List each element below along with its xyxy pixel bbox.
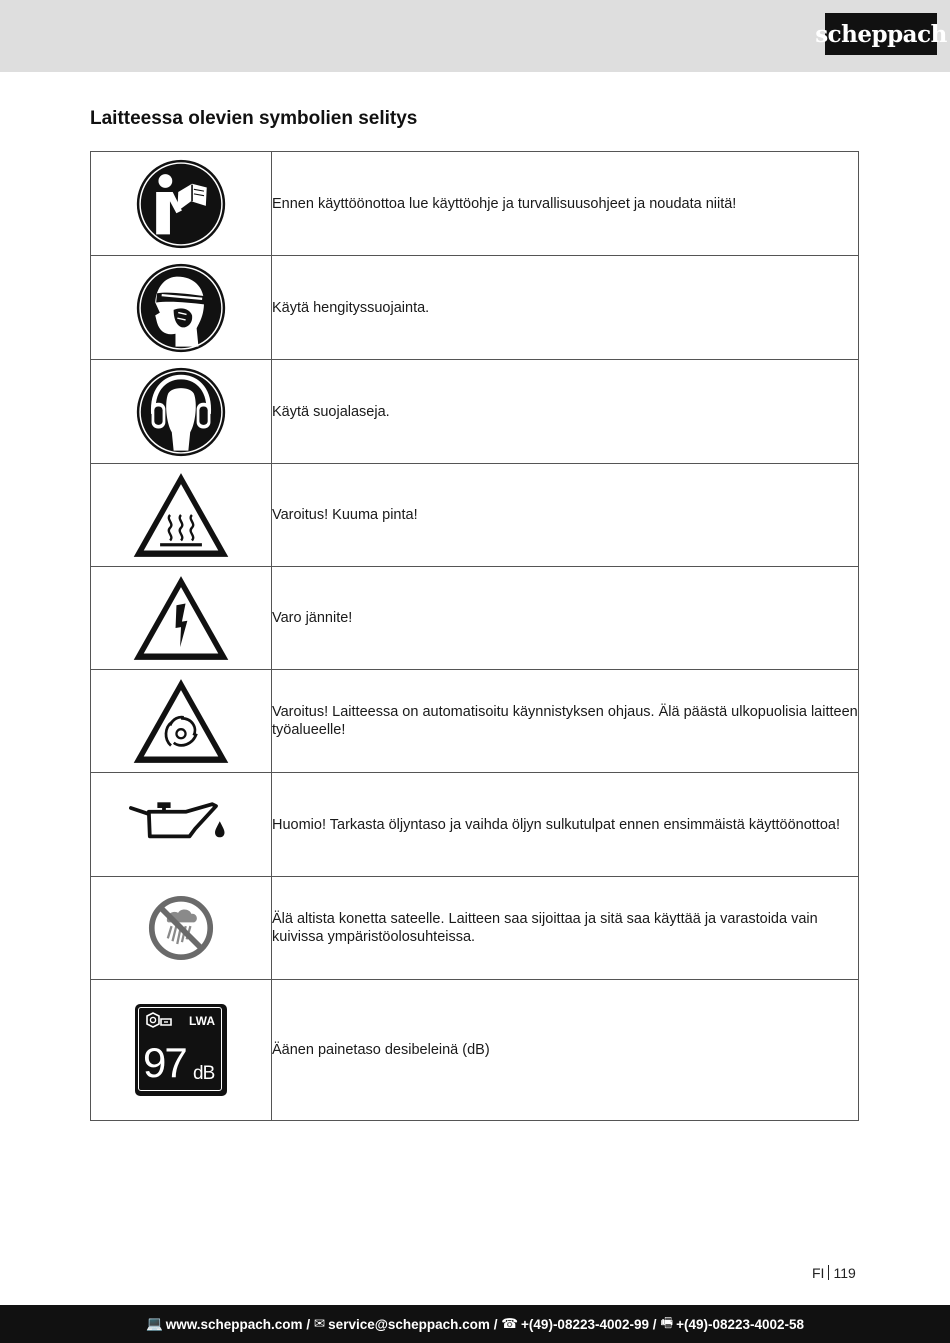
footer-separator: /: [306, 1316, 311, 1332]
symbol-description: Varoitus! Laitteessa on automatisoitu käynnistyksen ohjaus. Älä päästä ulkopuolisia laitteen työalueelle!: [272, 670, 859, 773]
computer-icon: 💻: [145, 1316, 163, 1331]
page-language: FI: [812, 1265, 825, 1281]
footer-phone: +(49)-08223-4002-99: [521, 1316, 650, 1332]
footer-separator: /: [493, 1316, 498, 1332]
read-manual-icon: [135, 158, 227, 250]
symbol-table: [90, 151, 859, 1121]
electric-voltage-warning-icon: [131, 572, 231, 664]
symbol-description: Huomio! Tarkasta öljyntaso ja vaihda öljyn sulkutulpat ennen ensimmäistä käyttöönottoa!: [272, 773, 859, 877]
footer-website[interactable]: www.scheppach.com: [165, 1316, 303, 1332]
symbol-icon-cell: [91, 256, 272, 360]
no-rain-icon: [148, 895, 214, 961]
symbol-description: Varo jännite!: [272, 567, 859, 670]
respirator-icon: [135, 262, 227, 354]
header-band: [0, 0, 950, 72]
symbol-icon-cell: [91, 773, 272, 877]
table-row: [91, 670, 859, 773]
symbol-icon-cell: [91, 360, 272, 464]
phone-icon: ☎: [501, 1316, 519, 1331]
symbol-description: Ennen käyttöönottoa lue käyttöohje ja turvallisuusohjeet ja noudata niitä!: [272, 152, 859, 256]
table-row: [91, 464, 859, 567]
symbol-description: Varoitus! Kuuma pinta!: [272, 464, 859, 567]
footer-email[interactable]: service@scheppach.com: [328, 1316, 490, 1332]
ear-muffs-icon: [143, 1012, 175, 1038]
symbol-icon-cell: [91, 567, 272, 670]
symbol-description: Käytä suojalaseja.: [272, 360, 859, 464]
page-number-divider: [828, 1265, 829, 1280]
page-number: [812, 1265, 856, 1281]
scheppach-logo: [815, 13, 947, 55]
footer-contact-bar: [0, 1305, 950, 1343]
table-row: [91, 256, 859, 360]
automatic-start-warning-icon: [131, 675, 231, 767]
sound-level-unit: dB: [193, 1063, 215, 1084]
table-row: [91, 360, 859, 464]
sound-level-value: 97: [143, 1039, 186, 1086]
sound-power-level-icon: [135, 1004, 227, 1096]
table-row: [91, 773, 859, 877]
symbol-description: Käytä hengityssuojainta.: [272, 256, 859, 360]
symbol-icon-cell: [91, 670, 272, 773]
oil-can-icon: [129, 800, 233, 850]
table-row: [91, 877, 859, 980]
ear-protection-icon: [135, 366, 227, 458]
symbol-icon-cell: [91, 464, 272, 567]
symbol-icon-cell: [91, 877, 272, 980]
page-title: Laitteessa olevien symbolien selitys: [90, 108, 418, 129]
symbol-description: Äänen painetaso desibeleinä (dB): [272, 980, 859, 1121]
symbol-icon-cell: [91, 152, 272, 256]
fax-icon: 🖷: [660, 1314, 674, 1330]
table-row: [91, 152, 859, 256]
email-icon: ✉: [313, 1316, 326, 1331]
brand-name: scheppach: [815, 20, 947, 48]
table-row: [91, 980, 859, 1121]
symbol-description: Älä altista konetta sateelle. Laitteen saa sijoittaa ja sitä saa käyttää ja varastoida vain kuivissa ympäristöolosuhteissa.: [272, 877, 859, 980]
table-row: [91, 567, 859, 670]
footer-separator: /: [652, 1316, 657, 1332]
page-number-value: 119: [833, 1265, 856, 1281]
symbol-icon-cell: [91, 980, 272, 1121]
hot-surface-warning-icon: [131, 469, 231, 561]
footer-fax: +(49)-08223-4002-58: [676, 1316, 805, 1332]
lwa-label: LWA: [189, 1014, 215, 1028]
